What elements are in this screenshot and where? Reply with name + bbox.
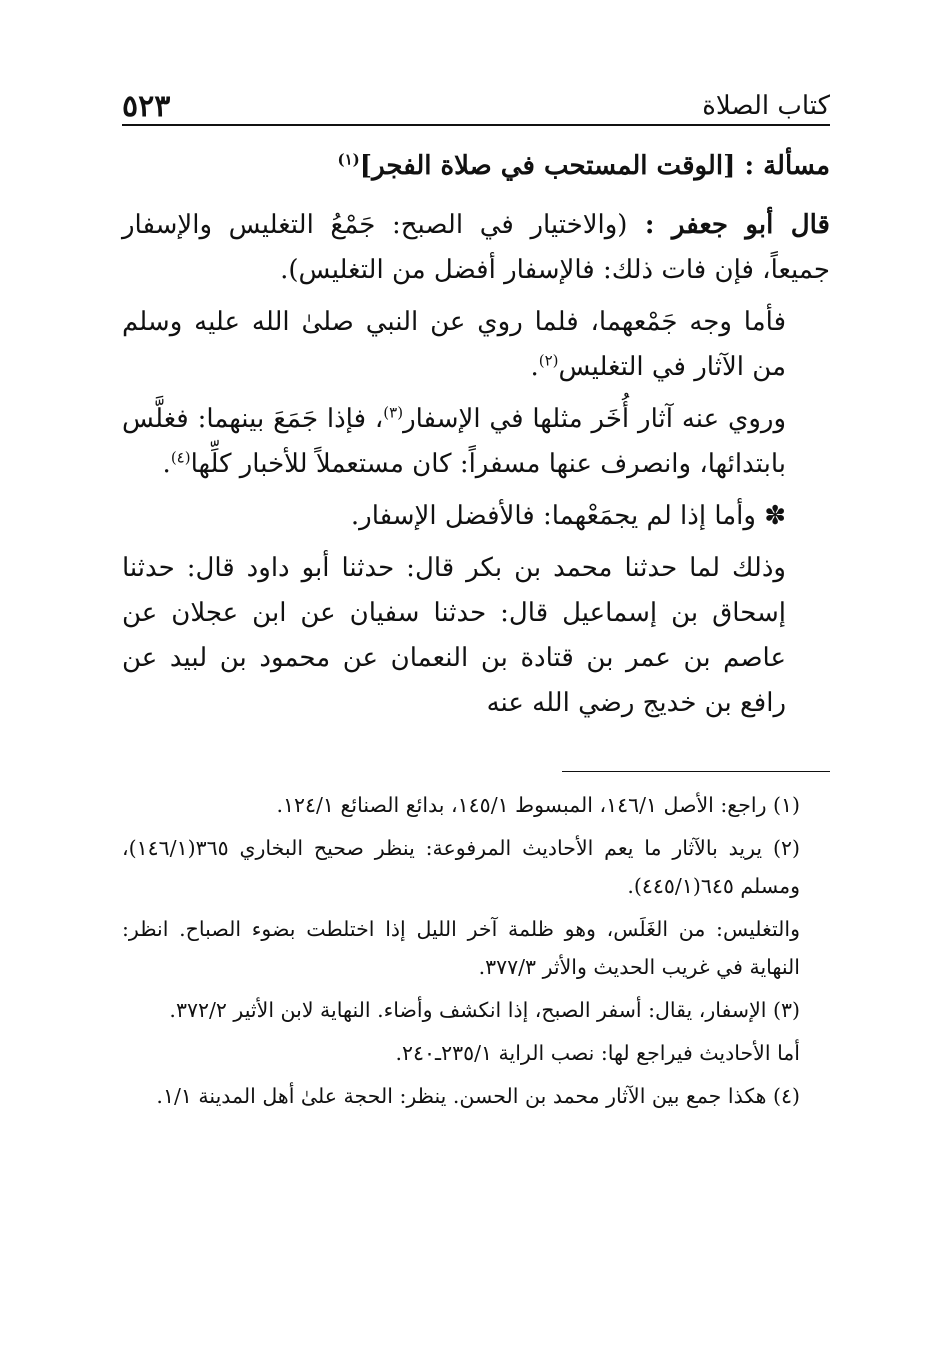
footnote-1: (١) راجع: الأصل ١٤٦/١، المبسوط ١٤٥/١، بدائع الصنائع ١٢٤/١.: [276, 793, 800, 817]
paragraph-2-end: .: [530, 352, 539, 382]
paragraph-3: [122, 397, 830, 487]
chapter-title: كتاب الصلاة: [702, 90, 830, 121]
paragraph-3-text-a: وروي عنه آثار أُخَر مثلها في الإسفار: [403, 404, 786, 434]
footnote-divider: [562, 771, 830, 772]
paragraph-3-end: .: [162, 449, 171, 479]
paragraph-2: [122, 300, 830, 390]
book-page: [122, 78, 830, 1120]
footnote-ref-4[interactable]: (٤): [170, 448, 191, 467]
issue-label: مسألة :: [735, 151, 830, 181]
issue-heading: [122, 144, 830, 189]
paragraph-4: ✽ وأما إذا لم يجمَعْهما: فالأفضل الإسفار.: [350, 501, 786, 531]
paragraph-2-text: فأما وجه جَمْعهما، فلما روي عن النبي صلىٰ الله عليه وسلم من الآثار في التغليس: [122, 307, 787, 382]
main-text: [122, 144, 830, 726]
footnotes-section: [122, 786, 830, 1115]
footnote-2-continued: والتغليس: من الغَلَس، وهو ظلمة آخر الليل إذا اختلطت بضوء الصباح. انظر: النهاية في غريب الحديث والأثر ٣٧٧/٣.: [122, 917, 800, 979]
footnote-ref-3[interactable]: (٣): [383, 403, 404, 422]
page-number: ٥٢٣: [122, 89, 171, 124]
issue-title: [الوقت المستحب في صلاة الفجر]: [359, 151, 736, 181]
footnote-4: (٤) هكذا جمع بين الآثار محمد بن الحسن. ينظر: الحجة علىٰ أهل المدينة ١/١.: [156, 1084, 800, 1108]
paragraph-1: [122, 203, 830, 293]
footnote-3-continued: أما الأحاديث فيراجع لها: نصب الراية ٢٣٥/١ـ٢٤٠.: [395, 1041, 800, 1065]
footnote-ref-1[interactable]: (١): [337, 150, 360, 169]
page-header: [122, 78, 830, 126]
footnote-2: (٢) يريد بالآثار ما يعم الأحاديث المرفوعة: ينظر صحيح البخاري ٣٦٥(١٤٦/١)، ومسلم ٦٤٥(٤٤٥/١).: [122, 836, 800, 898]
speaker-name: قال أبو جعفر :: [627, 210, 830, 240]
paragraph-3-text-b: ، فإذا جَمَعَ بينهما: فغلَّس بابتدائها، وانصرف عنها مسفراً: كان مستعملاً للأخبار كلِّها: [122, 404, 786, 479]
footnote-3: (٣) الإسفار، يقال: أسفر الصبح، إذا انكشف وأضاء. النهاية لابن الأثير ٣٧٢/٢.: [169, 998, 800, 1022]
paragraph-5: وذلك لما حدثنا محمد بن بكر قال: حدثنا أبو داود قال: حدثنا إسحاق بن إسماعيل قال: حدثنا سفيان عن ابن عجلان عن عاصم بن عمر بن قتادة بن النعمان عن محمود بن لبيد عن رافع بن خديج رضي الله عنه: [122, 553, 786, 718]
paragraph-1-text: (والاختيار في الصبح: جَمْعُ التغليس والإسفار جميعاً، فإن فات ذلك: فالإسفار أفضل من التغليس).: [122, 210, 830, 285]
footnote-ref-2[interactable]: (٢): [538, 351, 559, 370]
